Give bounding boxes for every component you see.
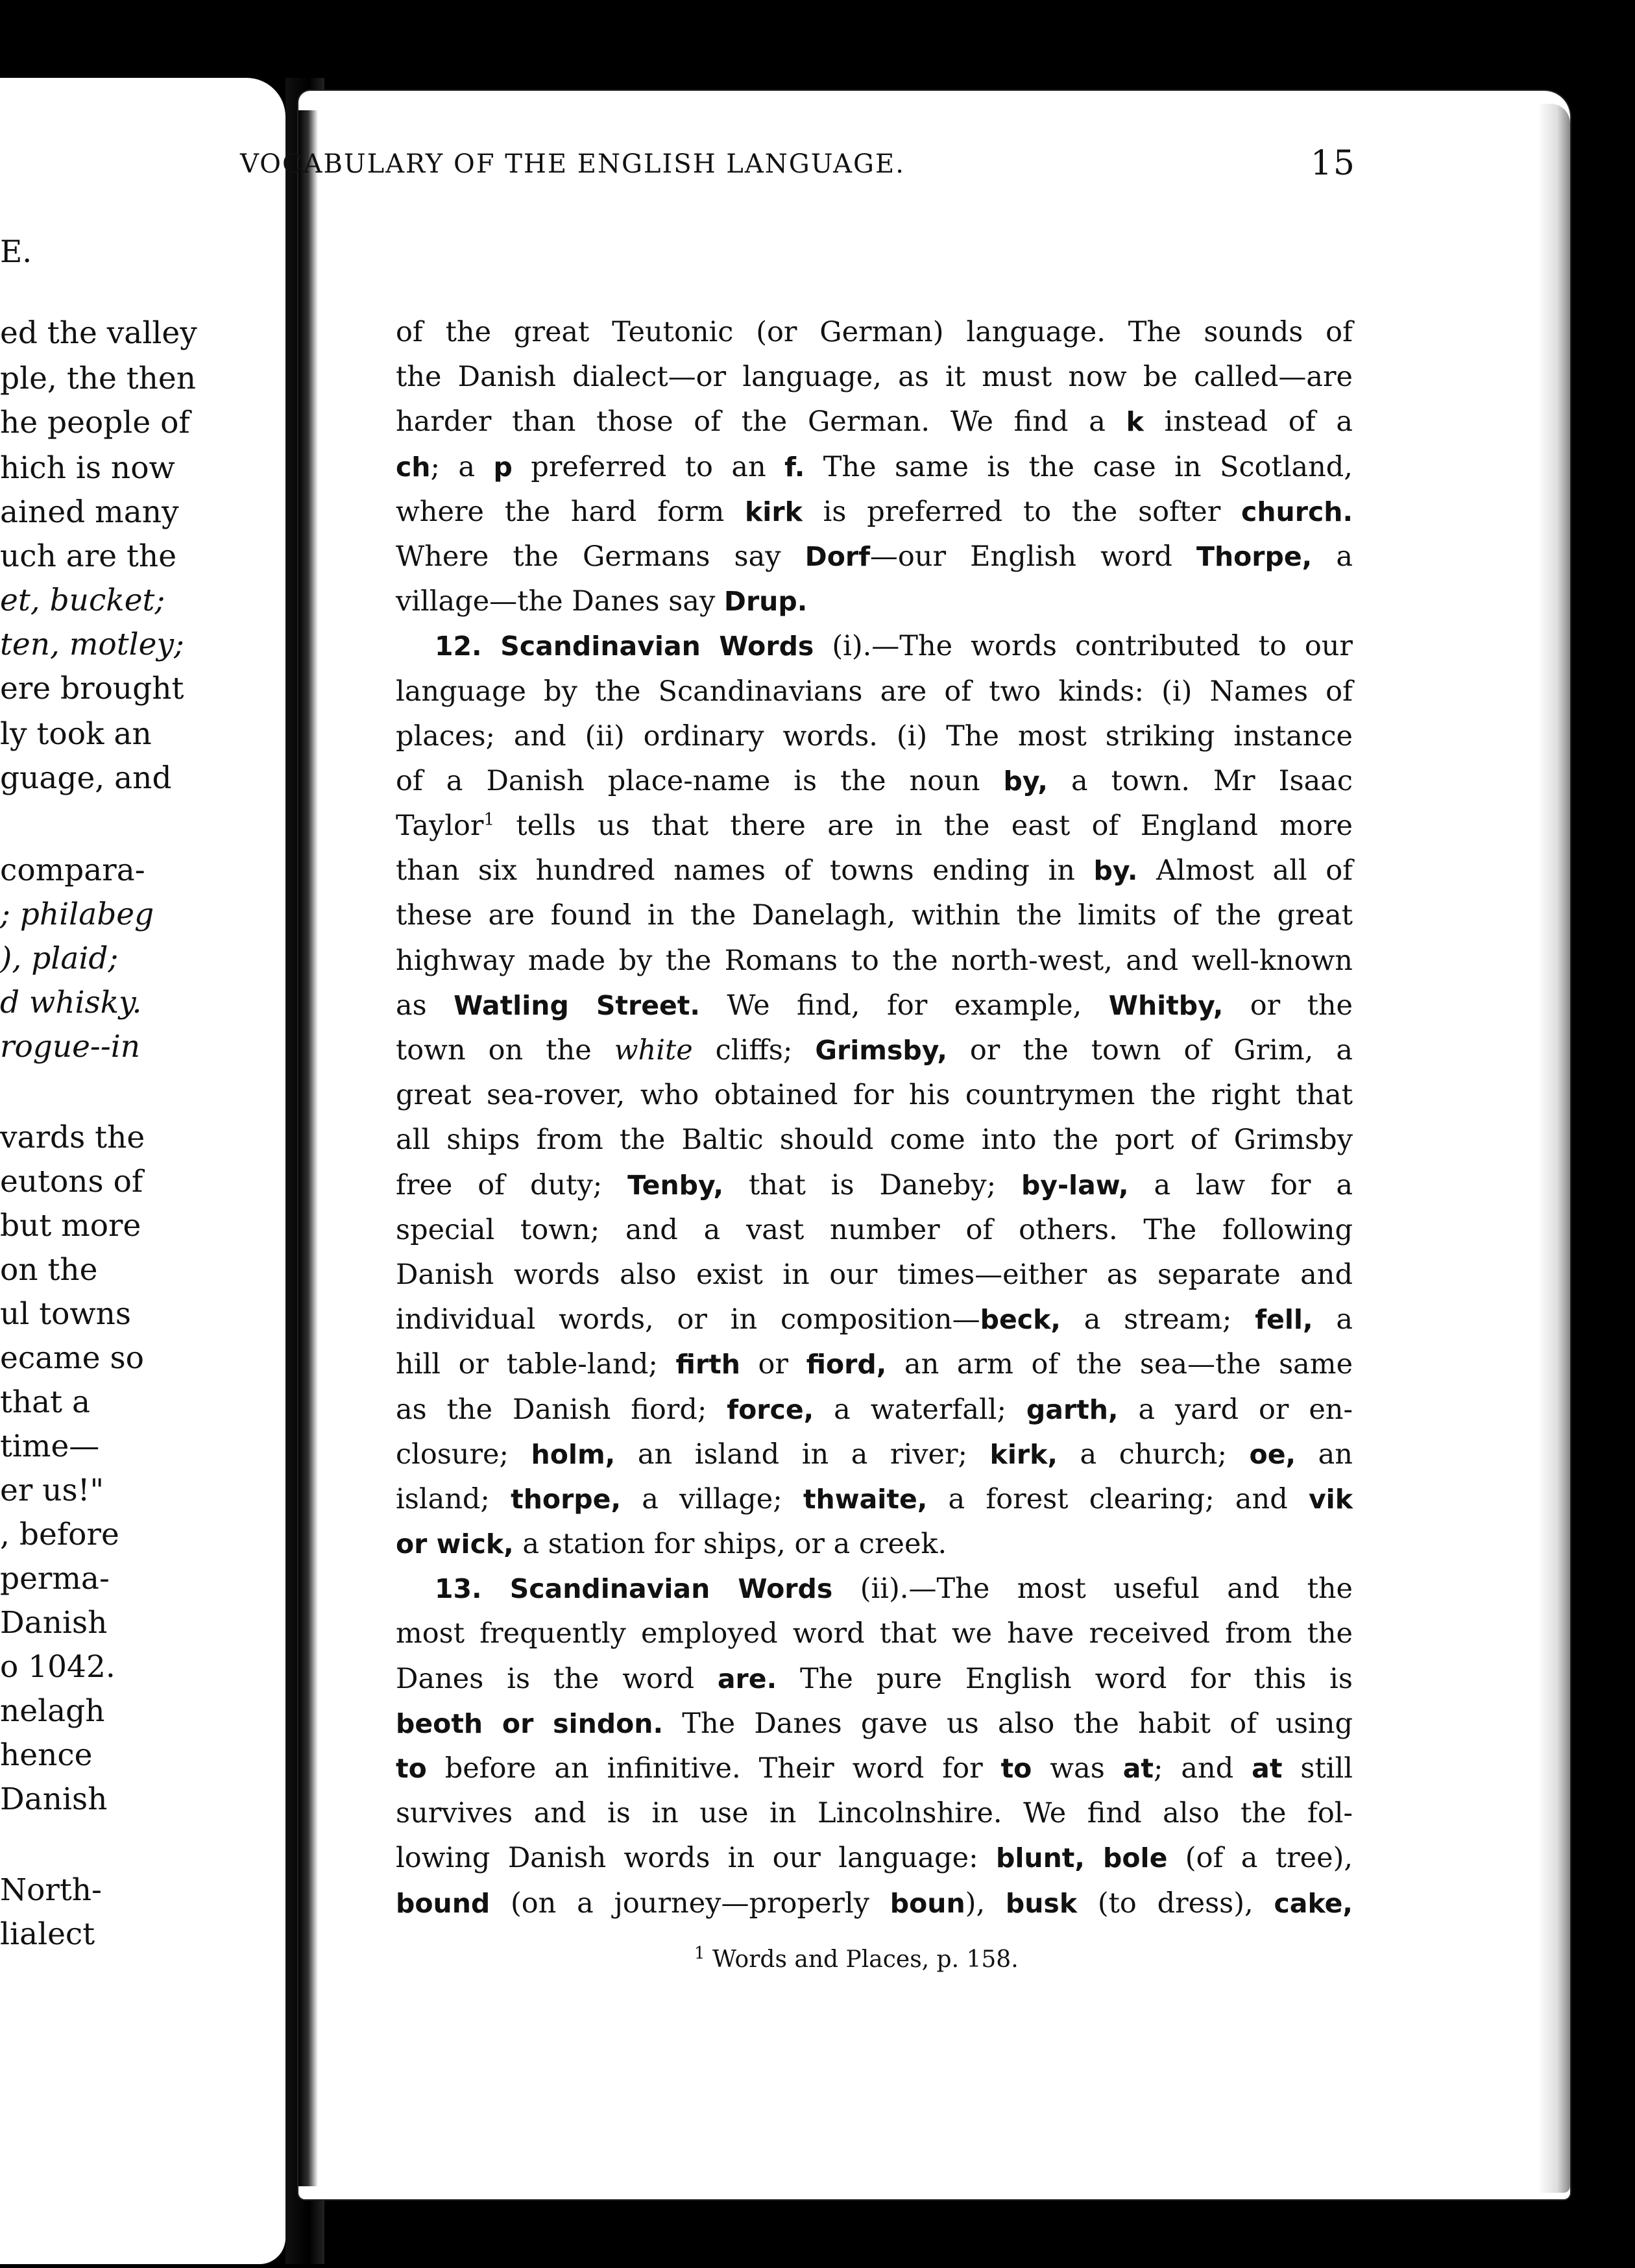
- text-run: a station for ships, or a creek.: [513, 1528, 947, 1561]
- bold-term: cake,: [1274, 1887, 1353, 1919]
- text-line: [396, 893, 1353, 938]
- bold-term: Whitby,: [1108, 989, 1224, 1021]
- left-page-fragment: ecame so: [0, 1340, 144, 1376]
- bold-term: Drup.: [723, 586, 808, 618]
- text-run: a: [1313, 1303, 1353, 1336]
- left-page-fragment: Danish: [0, 1605, 108, 1641]
- bold-term: kirk: [745, 496, 803, 527]
- text-run: special town; and a vast number of others. The following: [396, 1213, 1353, 1246]
- bold-term: Grimsby,: [815, 1035, 947, 1066]
- text-run: as the Danish fiord;: [396, 1393, 727, 1426]
- text-line: [396, 670, 1353, 714]
- text-run: (ii).—The most useful and the: [832, 1573, 1353, 1606]
- text-line: [396, 983, 1353, 1028]
- left-page-fragment: ul towns: [0, 1296, 132, 1332]
- text-run: places; and (ii) ordinary words. (i) The most striking instance: [396, 719, 1353, 753]
- text-run: great sea-rover, who obtained for his countrymen the right that: [396, 1079, 1353, 1112]
- text-line: [396, 849, 1353, 893]
- bold-term: to: [1000, 1753, 1032, 1784]
- left-page-fragment: ten, motley;: [0, 627, 184, 662]
- bold-term: church.: [1241, 496, 1353, 527]
- text-line: [396, 490, 1353, 535]
- left-page-fragment: ed the valley: [0, 315, 197, 351]
- text-run: (i).—The words contributed to our: [814, 630, 1353, 663]
- left-page-fragment: on the: [0, 1252, 98, 1288]
- left-page-fragment: er us!": [0, 1473, 104, 1508]
- bold-term: vik: [1308, 1483, 1353, 1515]
- italic-term: white: [614, 1034, 693, 1067]
- text-run: hill or table-land;: [396, 1348, 676, 1381]
- text-line: [396, 1702, 1353, 1746]
- left-page-fragment: nelagh: [0, 1693, 105, 1729]
- text-run: closure;: [396, 1438, 531, 1471]
- text-run: still: [1282, 1752, 1353, 1785]
- page-spine-shadow: [298, 110, 318, 2186]
- text-line: [396, 1388, 1353, 1432]
- text-run: Taylor: [396, 810, 484, 843]
- text-run: Where the Germans say: [396, 540, 805, 573]
- text-run: than six hundred names of towns ending in: [396, 854, 1094, 887]
- footnote-marker: 1: [694, 1944, 705, 1963]
- left-page-fragment: et, bucket;: [0, 583, 165, 618]
- left-page-fragment: o 1042.: [0, 1649, 115, 1685]
- bold-term: Watling Street.: [454, 989, 700, 1021]
- text-run: the Danish dialect—or language, as it must now be called—are: [396, 361, 1353, 394]
- text-run: The same is the case in Scotland,: [805, 450, 1353, 483]
- bold-term: to: [396, 1753, 427, 1784]
- text-line: [396, 939, 1353, 983]
- text-run: or the town of Grim, a: [947, 1034, 1353, 1067]
- text-run: ),: [965, 1887, 1006, 1920]
- text-line: [396, 355, 1353, 400]
- bold-term: firth: [675, 1349, 740, 1381]
- left-page-fragment: lialect: [0, 1916, 95, 1952]
- text-run: free of duty;: [396, 1168, 628, 1201]
- page-edge: [1538, 104, 1570, 2193]
- text-line: [396, 445, 1353, 490]
- bold-term: blunt, bole: [996, 1842, 1168, 1874]
- text-run: a stream;: [1060, 1303, 1255, 1336]
- left-page-fragment: Danish: [0, 1781, 108, 1817]
- text-run: a waterfall;: [814, 1393, 1026, 1426]
- running-title: VOCABULARY OF THE ENGLISH LANGUAGE.: [240, 149, 905, 179]
- left-page-fragment: that a: [0, 1384, 91, 1420]
- text-run: a village;: [621, 1482, 803, 1515]
- bold-term: 12. Scandinavian Words: [435, 631, 814, 662]
- left-page-fragment: North-: [0, 1872, 102, 1908]
- bold-term: garth,: [1026, 1393, 1119, 1425]
- text-run: of the great Teutonic (or German) language. The sounds of: [396, 316, 1353, 348]
- text-run: ; and: [1153, 1752, 1252, 1785]
- text-run: is preferred to the softer: [802, 495, 1242, 528]
- text-line: [396, 310, 1353, 355]
- left-page-fragment: but more: [0, 1208, 141, 1244]
- left-page-fragment: perma-: [0, 1561, 110, 1597]
- text-line: [396, 1432, 1353, 1477]
- bold-term: kirk,: [989, 1438, 1058, 1470]
- bold-term: at: [1252, 1753, 1283, 1784]
- left-page-fragment: hence: [0, 1737, 93, 1773]
- text-run: Danes is the word: [396, 1662, 718, 1695]
- left-page-fragment: d whisky.: [0, 985, 142, 1020]
- text-run: or the: [1223, 989, 1353, 1022]
- text-run: as: [396, 989, 454, 1022]
- text-run: that is Daneby;: [723, 1168, 1021, 1201]
- bold-term: ch: [396, 451, 431, 483]
- text-run: tells us that there are in the east of England more: [494, 810, 1353, 843]
- text-run: a town. Mr Isaac: [1048, 764, 1353, 797]
- text-run: harder than those of the German. We find a: [396, 405, 1126, 439]
- text-line: [396, 1253, 1353, 1297]
- text-run: (on a journey—properly: [490, 1887, 890, 1920]
- text-run: a law for a: [1128, 1168, 1353, 1201]
- bold-term: are.: [717, 1663, 777, 1695]
- text-run: of a Danish place-name is the noun: [396, 764, 1004, 797]
- text-run: a yard or en-: [1118, 1393, 1353, 1426]
- left-page-fragment: ly took an: [0, 716, 152, 752]
- text-line: [396, 1611, 1353, 1656]
- text-line: [396, 1342, 1353, 1387]
- text-run: an arm of the sea—the same: [886, 1348, 1353, 1381]
- footnote: [694, 1946, 1019, 1973]
- left-page: [0, 78, 285, 2264]
- bold-term: f.: [784, 451, 805, 483]
- bold-term: p: [493, 451, 513, 483]
- text-run: most frequently employed word that we have received from the: [396, 1617, 1353, 1650]
- page-number: 15: [1310, 144, 1356, 183]
- text-line: [396, 1522, 1353, 1567]
- bold-term: oe,: [1249, 1438, 1296, 1470]
- left-page-fragment: ; philabeg: [0, 897, 154, 932]
- text-line: [396, 1028, 1353, 1073]
- text-run: village—the Danes say: [396, 585, 724, 618]
- text-run: before an infinitive. Their word for: [426, 1752, 1001, 1785]
- left-page-fragment: he people of: [0, 405, 190, 440]
- bold-term: beck,: [980, 1304, 1061, 1336]
- text-run: a: [1312, 540, 1353, 573]
- text-line: [396, 579, 1353, 624]
- bold-term: thorpe,: [511, 1483, 622, 1515]
- bold-term: 13. Scandinavian Words: [435, 1573, 833, 1605]
- bold-term: at: [1122, 1753, 1154, 1784]
- text-run: instead of a: [1143, 405, 1353, 439]
- bold-term: bound: [396, 1887, 490, 1919]
- text-line: [396, 1791, 1353, 1836]
- text-run: town on the: [396, 1034, 614, 1067]
- text-run: where the hard form: [396, 495, 745, 528]
- text-run: individual words, or in composition—: [396, 1303, 980, 1336]
- text-line: [396, 624, 1353, 669]
- text-run: a forest clearing; and: [927, 1482, 1309, 1515]
- footnote-ref: 1: [483, 810, 495, 830]
- text-line: [396, 1297, 1353, 1342]
- text-line: [396, 1073, 1353, 1118]
- text-run: these are found in the Danelagh, within the limits of the great: [396, 899, 1353, 932]
- text-line: [396, 535, 1353, 579]
- bold-term: k: [1126, 406, 1144, 438]
- text-run: Danish words also exist in our times—either as separate and: [396, 1258, 1353, 1291]
- footnote-text: Words and Places, p. 158.: [705, 1946, 1019, 1973]
- text-run: or: [740, 1348, 806, 1381]
- bold-term: fiord,: [806, 1349, 887, 1381]
- text-line: [396, 1881, 1353, 1926]
- text-run: lowing Danish words in our language:: [396, 1842, 997, 1875]
- text-run: all ships from the Baltic should come into the port of Grimsby: [396, 1124, 1353, 1157]
- text-run: language by the Scandinavians are of two kinds: (i) Names of: [396, 675, 1353, 708]
- bold-term: beoth or sindon.: [396, 1707, 664, 1739]
- left-page-fragment: eutons of: [0, 1164, 143, 1200]
- bold-term: by-law,: [1021, 1169, 1129, 1201]
- left-page-fragment: uch are the: [0, 538, 177, 574]
- text-line: [396, 1567, 1353, 1611]
- text-line: [396, 1163, 1353, 1208]
- left-page-fragment: E.: [0, 234, 32, 270]
- text-run: We find, for example,: [700, 989, 1109, 1022]
- left-page-fragment: ained many: [0, 494, 179, 530]
- text-run: an island in a river;: [615, 1438, 990, 1471]
- text-run: an: [1296, 1438, 1353, 1471]
- left-page-fragment: guage, and: [0, 760, 172, 796]
- bold-term: fell,: [1255, 1304, 1313, 1336]
- left-page-fragment: ple, the then: [0, 361, 196, 396]
- text-run: island;: [396, 1482, 511, 1515]
- left-page-fragment: hich is now: [0, 450, 175, 486]
- text-run: —our English word: [869, 540, 1196, 573]
- left-page-fragment: time—: [0, 1429, 100, 1464]
- text-run: ; a: [430, 450, 494, 483]
- bold-term: or wick,: [396, 1528, 514, 1560]
- left-page-fragment: ), plaid;: [0, 941, 119, 976]
- text-line: [396, 759, 1353, 804]
- text-line: [396, 1208, 1353, 1253]
- bold-term: force,: [727, 1393, 814, 1425]
- bold-term: busk: [1005, 1887, 1078, 1919]
- left-page-fragment: vards the: [0, 1120, 145, 1155]
- bold-term: Thorpe,: [1196, 540, 1313, 572]
- text-line: [396, 1477, 1353, 1522]
- text-run: The pure English word for this is: [777, 1662, 1353, 1695]
- text-line: [396, 714, 1353, 759]
- text-line: [396, 1118, 1353, 1163]
- text-run: a church;: [1057, 1438, 1250, 1471]
- bold-term: by,: [1003, 765, 1048, 797]
- bold-term: by.: [1093, 855, 1138, 887]
- text-line: [396, 400, 1353, 444]
- bold-term: Tenby,: [627, 1169, 724, 1201]
- text-line: [396, 1746, 1353, 1791]
- bold-term: Dorf: [805, 540, 870, 572]
- body-text: [396, 310, 1353, 1926]
- text-run: Almost all of: [1137, 854, 1353, 887]
- text-run: cliffs;: [692, 1034, 816, 1067]
- text-line: [396, 1836, 1353, 1881]
- left-page-fragment: rogue--in: [0, 1029, 140, 1065]
- bold-term: holm,: [531, 1438, 616, 1470]
- text-line: [396, 1657, 1353, 1702]
- text-run: The Danes gave us also the habit of using: [663, 1707, 1353, 1740]
- text-line: [396, 804, 1353, 849]
- bold-term: boun: [890, 1887, 965, 1919]
- left-page-fragment: compara-: [0, 852, 145, 888]
- left-page-fragment: , before: [0, 1517, 119, 1552]
- text-run: highway made by the Romans to the north-west, and well-known: [396, 944, 1353, 977]
- text-run: (of a tree),: [1167, 1842, 1353, 1875]
- text-run: was: [1032, 1752, 1123, 1785]
- text-run: preferred to an: [512, 450, 785, 483]
- bold-term: thwaite,: [803, 1483, 928, 1515]
- left-page-fragment: ere brought: [0, 671, 184, 706]
- text-run: survives and is in use in Lincolnshire. We find also the fol-: [396, 1797, 1353, 1830]
- text-run: (to dress),: [1077, 1887, 1274, 1920]
